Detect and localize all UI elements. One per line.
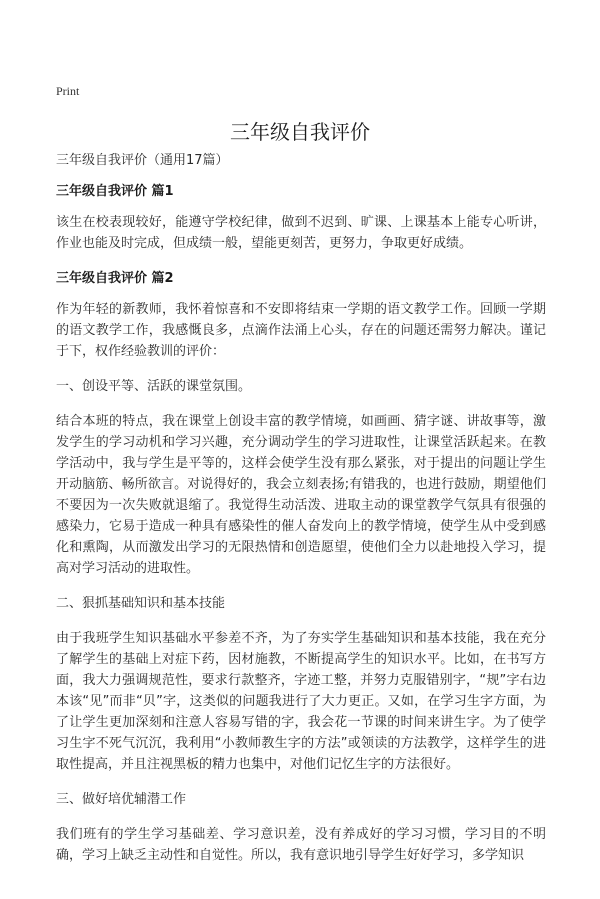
paragraph: 结合本班的特点，我在课堂上创设丰富的教学情境，如画画、猜字谜、讲故事等，激发学生的学习动机和学习兴趣，充分调动学生的学习进取性，让课堂活跃起来。在教学活动中，我与学生是平等的，这样会使学生没有那么紧张，对于提出的问题让学生开动脑筋、畅所欲言。对说得好的，我会立刻表扬;有错我的，也进行鼓励，期望他们不要因为一次失败就退缩了。我觉得生动活泼、进取主动的课堂教学气氛具有很强的感染力，它易于造成一种具有感染性的催人奋发向上的教学情境，使学生从中受到感化和熏陶，从而激发出学习的无限热情和创造愿望，使他们全力以赴地投入学习，提高对学习活动的进取性。 [56, 414, 546, 576]
document-body [56, 150, 546, 880]
section-2 [56, 268, 546, 866]
page-title: 三年级自我评价 [230, 120, 370, 144]
subheading-1: 一、创设平等、活跃的课堂氛围。 [56, 379, 252, 394]
paragraph: 该生在校表现较好，能遵守学校纪律，做到不迟到、旷课、上课基本上能专心听讲，作业也能及时完成，但成绩一般，望能更刻苦，更努力，争取更好成绩。 [56, 215, 546, 251]
print-link[interactable]: Print [56, 84, 80, 98]
paragraph: 作为年轻的新教师，我怀着惊喜和不安即将结束一学期的语文教学工作。回顾一学期的语文教学工作，我感慨良多，点滴作法涌上心头，存在的问题还需努力解决。谨记于下，权作经验教训的评价： [56, 302, 546, 359]
paragraph: 由于我班学生知识基础水平参差不齐，为了夯实学生基础知识和基本技能，我在充分了解学生的基础上对症下药，因材施教，不断提高学生的知识水平。比如，在书写方面，我大力强调规范性，要求行款整齐，字迹工整，并努力克服错别字，“规”字右边本该“见”而非“贝”字，这类似的问题我进行了大力更正。又如，在学习生字方面，为了让学生更加深刻和注意人容易写错的字，我会花一节课的时间来讲生字。为了使学习生字不死气沉沉，我利用“小教师教生字的方法”或领读的方法教学，这样学生的进取性提高，并且注视黑板的精力也集中，对他们记忆生字的方法很好。 [56, 631, 546, 772]
section-1 [56, 181, 546, 254]
subheading-2: 二、狠抓基础知识和基本技能 [56, 596, 226, 611]
document-subtitle: 三年级自我评价（通用17篇） [56, 153, 229, 168]
section-heading: 三年级自我评价 篇2 [56, 271, 174, 286]
subheading-3: 三、做好培优辅潜工作 [56, 792, 187, 807]
paragraph: 我们班有的学生学习基础差、学习意识差，没有养成好的学习习惯，学习目的不明确，学习上缺乏主动性和自觉性。所以，我有意识地引导学生好好学习，多学知识 [56, 827, 546, 863]
section-heading: 三年级自我评价 篇1 [56, 184, 174, 199]
